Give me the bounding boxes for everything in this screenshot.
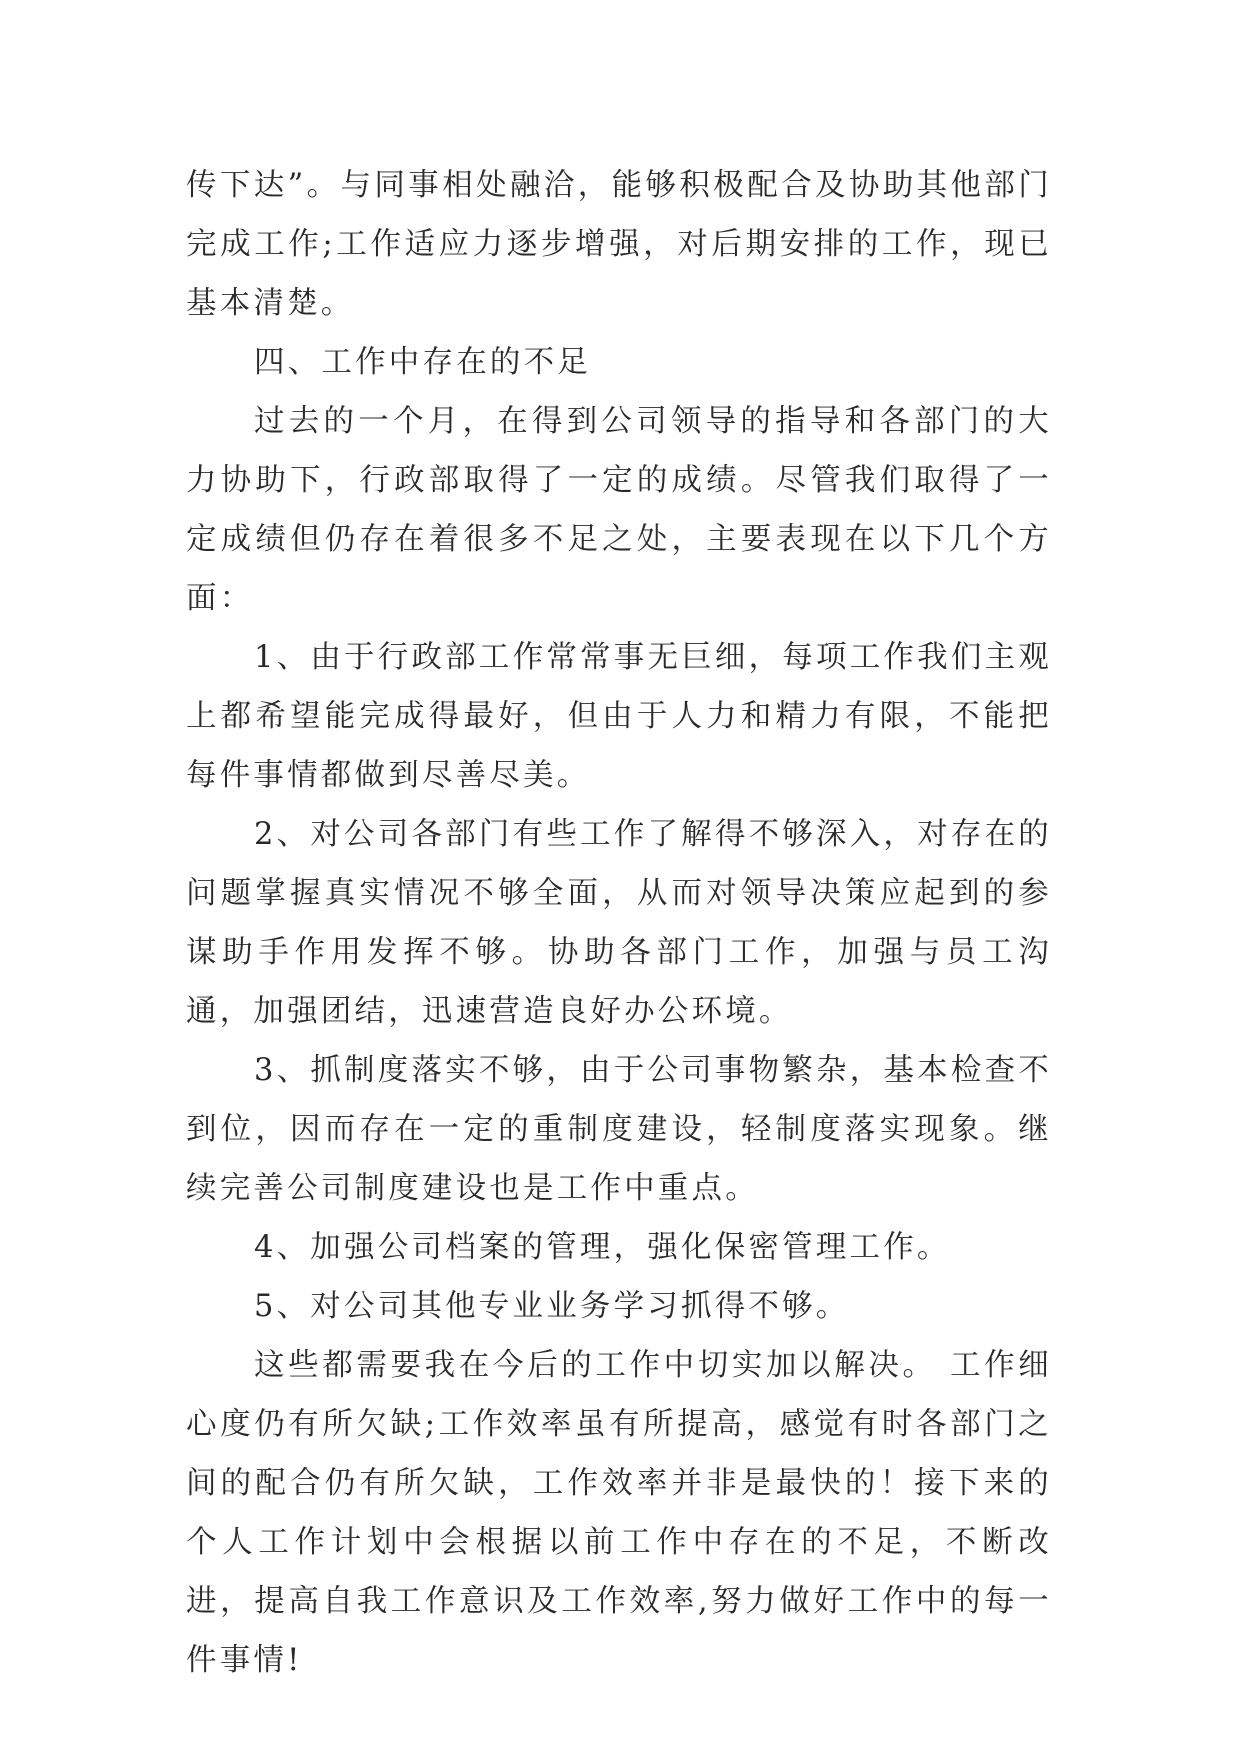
section-heading-shortcomings: 四、工作中存在的不足 bbox=[254, 345, 591, 380]
list-item-2: 2、对公司各部门有些工作了解得不够深入，对存在的问题掌握真实情况不够全面，从而对领导决策应起到的参谋助手作用发挥不够。协助各部门工作，加强与员工沟通，加强团结，迅速营造良好办公环境。 bbox=[186, 817, 1052, 1029]
list-item-5: 5、对公司其他专业业务学习抓得不够。 bbox=[254, 1289, 850, 1324]
list-item-3: 3、抓制度落实不够，由于公司事物繁杂，基本检查不到位，因而存在一定的重制度建设，轻制度落实现象。继续完善公司制度建设也是工作中重点。 bbox=[186, 1053, 1052, 1206]
document-body bbox=[186, 156, 1052, 1690]
paragraph-intro: 过去的一个月，在得到公司领导的指导和各部门的大力协助下，行政部取得了一定的成绩。尽管我们取得了一定成绩但仍存在着很多不足之处，主要表现在以下几个方面： bbox=[186, 404, 1052, 616]
paragraph-continuation: 传下达”。与同事相处融洽，能够积极配合及协助其他部门完成工作;工作适应力逐步增强，对后期安排的工作，现已基本清楚。 bbox=[186, 168, 1052, 321]
list-item-4: 4、加强公司档案的管理，强化保密管理工作。 bbox=[254, 1230, 951, 1265]
paragraph-conclusion: 这些都需要我在今后的工作中切实加以解决。 工作细心度仍有所欠缺;工作效率虽有所提高，感觉有时各部门之间的配合仍有所欠缺，工作效率并非是最快的！接下来的个人工作计划中会根据以前工作中存在的不足，不断改进，提高自我工作意识及工作效率,努力做好工作中的每一件事情! bbox=[186, 1348, 1052, 1678]
list-item-1: 1、由于行政部工作常常事无巨细，每项工作我们主观上都希望能完成得最好，但由于人力和精力有限，不能把每件事情都做到尽善尽美。 bbox=[186, 640, 1052, 793]
